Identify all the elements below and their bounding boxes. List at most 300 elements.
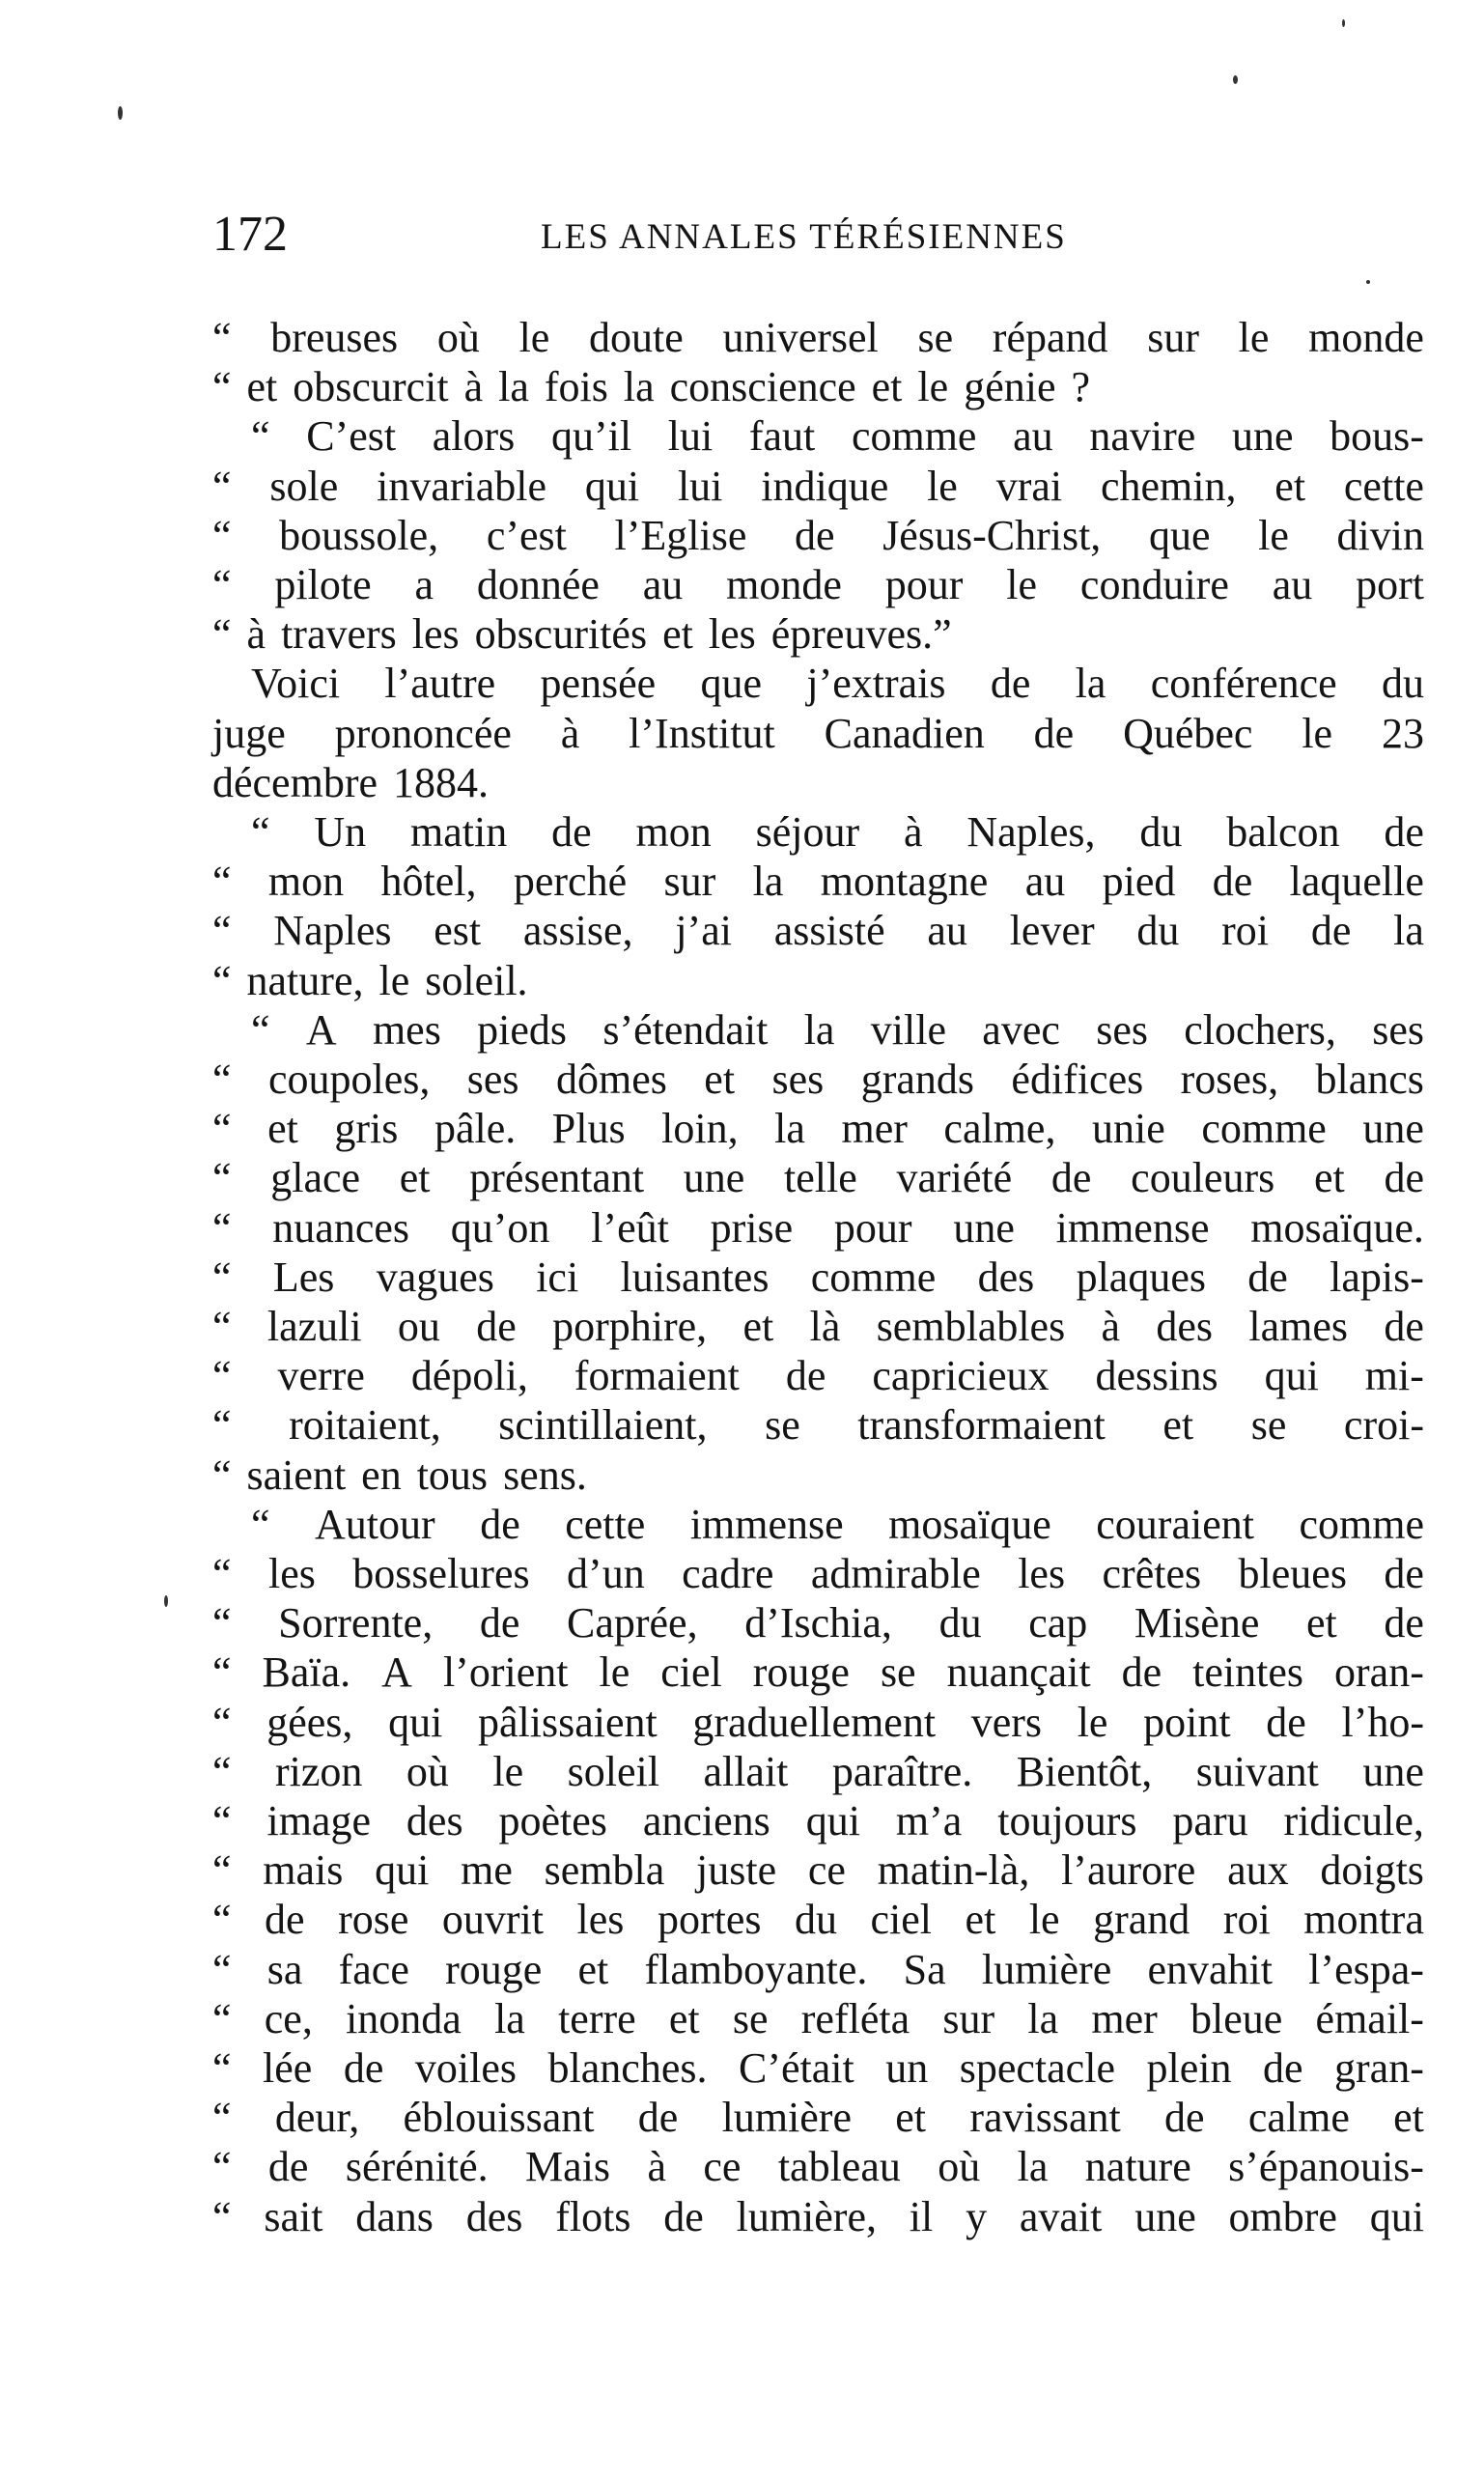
word: “ xyxy=(212,2143,232,2190)
word: que xyxy=(700,660,763,707)
text-line xyxy=(212,412,1424,461)
word: se xyxy=(1250,1401,1287,1449)
word: une xyxy=(1362,1748,1424,1795)
word: Québec xyxy=(1123,710,1253,757)
word: “ xyxy=(212,1303,232,1350)
text-line xyxy=(212,1599,1424,1647)
word: sérénité. xyxy=(345,2143,489,2190)
word: paru xyxy=(1172,1797,1248,1844)
word: Naples, xyxy=(966,808,1096,856)
word: éblouissant xyxy=(403,2094,595,2141)
word: la xyxy=(498,363,529,410)
word: rose xyxy=(338,1896,409,1943)
word: prononcée xyxy=(334,710,512,757)
text-line xyxy=(212,1204,1424,1253)
word: et xyxy=(1162,1401,1194,1449)
word: Sa xyxy=(903,1946,946,1993)
word: matin xyxy=(410,808,508,856)
word: balcon xyxy=(1226,808,1340,856)
word: la xyxy=(1027,1995,1059,2042)
word: “ xyxy=(212,1797,232,1844)
word: une xyxy=(1134,2193,1196,2240)
word: ? xyxy=(1071,363,1091,410)
word: les xyxy=(576,1896,625,1943)
word: de xyxy=(1266,1699,1306,1746)
word: roi xyxy=(1221,907,1270,954)
word: invariable xyxy=(377,463,547,510)
word: et xyxy=(668,1995,700,2042)
word: faut xyxy=(748,412,816,460)
word: lapis- xyxy=(1330,1253,1424,1301)
word: “ xyxy=(212,561,232,608)
word: lui xyxy=(677,463,723,510)
word: l’espa- xyxy=(1308,1946,1424,1993)
word: m’a xyxy=(895,1797,963,1844)
word: le xyxy=(917,363,949,410)
word: sa xyxy=(266,1946,303,1993)
word: l’eût xyxy=(591,1204,669,1252)
word: indique xyxy=(761,463,889,510)
word: matin-là, xyxy=(877,1846,1030,1894)
word: soleil. xyxy=(425,957,528,1004)
text-line xyxy=(212,314,1424,362)
word: et xyxy=(577,1946,609,1993)
text-line xyxy=(212,2044,1424,2093)
word: sole xyxy=(269,463,339,510)
word: de xyxy=(1384,1550,1424,1597)
word: sur xyxy=(1147,314,1199,361)
word: allait xyxy=(703,1748,789,1795)
word: ciel xyxy=(870,1896,933,1943)
word: mais xyxy=(263,1846,344,1894)
word: s’étendait xyxy=(602,1006,769,1054)
word: le xyxy=(1006,561,1038,608)
word: se xyxy=(732,1995,769,2042)
text-line xyxy=(212,957,1424,1005)
word: navire xyxy=(1089,412,1196,460)
word: tous xyxy=(416,1451,489,1499)
word: lumière, xyxy=(736,2193,877,2240)
word: de xyxy=(551,808,592,856)
word: transformaient xyxy=(857,1401,1106,1449)
word: comme xyxy=(1201,1105,1327,1152)
word: Bientôt, xyxy=(1016,1748,1153,1795)
word: répand xyxy=(992,314,1108,361)
word: se xyxy=(765,1401,800,1449)
word: pâle. xyxy=(434,1105,517,1152)
word: sembla xyxy=(544,1846,665,1894)
word: capricieux xyxy=(872,1352,1050,1399)
word: deur, xyxy=(274,2094,360,2141)
word: Un xyxy=(314,808,367,856)
word: nuançait xyxy=(946,1648,1091,1696)
word: Autour xyxy=(315,1501,435,1548)
word: “ xyxy=(212,2193,232,2240)
word: bleue xyxy=(1190,1995,1283,2042)
word: génie xyxy=(964,363,1056,410)
word: à xyxy=(1101,1303,1121,1350)
word: j’extrais xyxy=(806,660,946,707)
word: décembre xyxy=(212,759,378,806)
word: “ xyxy=(212,858,232,905)
word: “ xyxy=(212,957,232,1004)
word: perché xyxy=(513,858,628,905)
word: lazuli xyxy=(266,1303,362,1350)
word: toujours xyxy=(997,1797,1137,1844)
word: luisantes xyxy=(620,1253,770,1301)
word: unie xyxy=(1092,1105,1165,1152)
word: refléta xyxy=(800,1995,910,2042)
word: plein xyxy=(1146,2044,1232,2092)
word: de xyxy=(795,512,835,559)
word: mes xyxy=(372,1006,441,1054)
word: ce xyxy=(807,1846,846,1894)
text-line xyxy=(212,1748,1424,1796)
word: divin xyxy=(1336,512,1424,559)
word: ses xyxy=(771,1056,825,1103)
word: l’autre xyxy=(384,660,496,707)
word: Les xyxy=(272,1253,335,1301)
word: la xyxy=(774,1105,805,1152)
word: formaient xyxy=(574,1352,740,1399)
word: “ xyxy=(212,1253,232,1301)
word: qui xyxy=(375,1846,430,1894)
word: vrai xyxy=(995,463,1063,510)
word: “ xyxy=(251,808,270,856)
word: la xyxy=(494,1995,525,2042)
word: où xyxy=(436,314,480,361)
text-line xyxy=(212,1154,1424,1202)
word: gran- xyxy=(1334,2044,1424,2092)
word: de xyxy=(785,1352,826,1399)
page-header xyxy=(212,201,1424,268)
word: de xyxy=(1310,907,1352,954)
word: le xyxy=(927,463,958,510)
word: ombre xyxy=(1228,2193,1337,2240)
word: ses xyxy=(466,1056,519,1103)
word: “ xyxy=(212,907,232,954)
word: cap xyxy=(1028,1599,1088,1647)
word: le xyxy=(1077,1699,1108,1746)
word: édifices xyxy=(1011,1056,1144,1103)
word: une xyxy=(953,1204,1015,1252)
word: montra xyxy=(1303,1896,1424,1943)
word: la xyxy=(803,1006,835,1054)
word: pieds xyxy=(477,1006,568,1054)
word: boussole, xyxy=(279,512,439,559)
word: anciens xyxy=(642,1797,770,1844)
word: “ xyxy=(212,363,232,410)
word: “ xyxy=(212,1699,232,1746)
word: de xyxy=(265,1896,305,1943)
word: vagues xyxy=(376,1253,494,1301)
running-title: LES ANNALES TÉRÉSIENNES xyxy=(541,217,1067,257)
text-line xyxy=(212,907,1424,955)
word: roses, xyxy=(1180,1056,1279,1103)
word: l’ho- xyxy=(1341,1699,1424,1746)
word: lumière xyxy=(721,2094,852,2141)
word: pour xyxy=(884,561,964,608)
word: “ xyxy=(212,1204,232,1252)
text-line xyxy=(212,2193,1424,2241)
text-line xyxy=(212,710,1424,758)
word: épreuves.” xyxy=(770,610,952,658)
word: monde xyxy=(726,561,842,608)
word: conférence xyxy=(1150,660,1337,707)
word: et xyxy=(1313,1154,1345,1201)
word: d’un xyxy=(567,1550,645,1597)
word: pied xyxy=(1102,858,1176,905)
word: et xyxy=(1274,463,1306,510)
word: poètes xyxy=(498,1797,607,1844)
word: blanches. xyxy=(547,2044,708,2092)
word: “ xyxy=(251,1501,270,1548)
word: donnée xyxy=(476,561,600,608)
page-number: 172 xyxy=(212,207,288,262)
word: se xyxy=(880,1648,916,1696)
word: une xyxy=(1231,412,1294,460)
word: à xyxy=(463,363,484,410)
word: les xyxy=(708,610,756,658)
word: séjour xyxy=(755,808,860,856)
word: j’ai xyxy=(675,907,732,954)
word: en xyxy=(361,1451,402,1499)
word: à xyxy=(903,808,923,856)
word: c’est xyxy=(486,512,567,559)
text-line xyxy=(212,363,1424,411)
word: A xyxy=(381,1648,412,1696)
word: travers xyxy=(281,610,397,658)
word: lever xyxy=(1009,907,1095,954)
word: là xyxy=(809,1303,841,1350)
word: juste xyxy=(696,1846,777,1894)
word: qui xyxy=(584,463,640,510)
text-line xyxy=(212,1105,1424,1153)
word: du xyxy=(938,1599,982,1647)
word: “ xyxy=(212,314,232,361)
word: de xyxy=(480,1501,520,1548)
text-line xyxy=(212,1401,1424,1450)
word: conduire xyxy=(1079,561,1229,608)
word: de xyxy=(267,2143,309,2190)
word: qui xyxy=(1264,1352,1319,1399)
text-line xyxy=(212,1648,1424,1697)
scan-speck xyxy=(164,1595,168,1607)
word: des xyxy=(1156,1303,1214,1350)
word: 23 xyxy=(1381,710,1424,757)
word: blancs xyxy=(1315,1056,1424,1103)
word: dans xyxy=(355,2193,434,2240)
word: “ xyxy=(212,1995,232,2042)
word: la xyxy=(623,363,655,410)
word: conscience xyxy=(669,363,856,410)
word: une xyxy=(683,1154,745,1201)
word: à xyxy=(246,610,266,658)
word: de xyxy=(1247,1253,1288,1301)
word: et xyxy=(895,2094,927,2141)
word: l’aurore xyxy=(1061,1846,1196,1894)
word: ce xyxy=(703,2143,742,2190)
word: s’épanouis- xyxy=(1228,2143,1424,2190)
text-line xyxy=(212,561,1424,609)
word: rizon xyxy=(275,1748,363,1795)
word: à xyxy=(560,710,580,757)
word: semblables xyxy=(876,1303,1066,1350)
word: “ xyxy=(212,463,232,510)
text-line xyxy=(212,1501,1424,1549)
word: Voici xyxy=(251,660,341,707)
word: “ xyxy=(212,1401,232,1449)
word: alors xyxy=(432,412,516,460)
word: du xyxy=(1139,808,1183,856)
word: montagne xyxy=(820,858,989,905)
text-line xyxy=(212,1896,1424,1944)
word: pensée xyxy=(540,660,657,707)
text-line xyxy=(212,610,1424,659)
word: l’orient xyxy=(442,1648,569,1696)
word: C’est xyxy=(306,412,397,460)
word: de xyxy=(476,1303,517,1350)
word: ses xyxy=(1096,1006,1148,1054)
word: nuances xyxy=(272,1204,410,1252)
word: du xyxy=(795,1896,837,1943)
scan-speck xyxy=(1233,75,1238,84)
word: et xyxy=(399,1154,431,1201)
word: croi- xyxy=(1343,1401,1424,1449)
word: assisté xyxy=(773,907,885,954)
word: un xyxy=(885,2044,929,2092)
word: “ xyxy=(251,412,270,460)
word: bous- xyxy=(1330,412,1424,460)
word: “ xyxy=(212,1896,232,1943)
word: verre xyxy=(277,1352,365,1399)
word: ici xyxy=(536,1253,579,1301)
word: de xyxy=(1384,808,1424,856)
text-line xyxy=(212,1550,1424,1598)
word: terre xyxy=(558,1995,636,2042)
word: mosaïque xyxy=(888,1501,1051,1548)
word: et xyxy=(267,1105,298,1152)
word: présentant xyxy=(469,1154,645,1201)
word: de xyxy=(479,1599,520,1647)
word: lumière xyxy=(981,1946,1112,1993)
word: du xyxy=(1136,907,1180,954)
word: “ xyxy=(212,1154,232,1201)
word: et xyxy=(965,1896,996,1943)
word: pour xyxy=(833,1204,912,1252)
word: nature xyxy=(1084,2143,1191,2190)
word: saient xyxy=(246,1451,347,1499)
word: “ xyxy=(212,1648,232,1696)
text-line xyxy=(212,1797,1424,1845)
word: une xyxy=(1362,1105,1424,1152)
text-line xyxy=(212,512,1424,560)
word: portes xyxy=(657,1896,762,1943)
word: couraient xyxy=(1096,1501,1254,1548)
word: et xyxy=(1393,2094,1424,2141)
word: sur xyxy=(942,1995,995,2042)
word: dessins xyxy=(1095,1352,1218,1399)
word: de xyxy=(637,2094,679,2141)
word: au xyxy=(1272,561,1313,608)
word: qui xyxy=(388,1699,443,1746)
word: oran- xyxy=(1334,1648,1424,1696)
word: est xyxy=(434,907,482,954)
text-line xyxy=(212,1352,1424,1400)
word: “ xyxy=(212,1599,232,1647)
word: se xyxy=(917,314,954,361)
word: rouge xyxy=(445,1946,543,1993)
word: de xyxy=(1384,1303,1424,1350)
word: voiles xyxy=(414,2044,518,2092)
word: “ xyxy=(212,1352,232,1399)
word: fois xyxy=(544,363,608,410)
word: universel xyxy=(722,314,879,361)
text-line xyxy=(212,1846,1424,1895)
text-line xyxy=(212,759,1424,807)
word: “ xyxy=(212,2044,232,2092)
word: de xyxy=(990,660,1031,707)
word: de xyxy=(1262,2044,1303,2092)
word: ouvrit xyxy=(441,1896,545,1943)
word: A xyxy=(305,1006,337,1054)
word: mi- xyxy=(1364,1352,1424,1399)
word: qu’on xyxy=(450,1204,550,1252)
word: admirable xyxy=(810,1550,981,1597)
word: cette xyxy=(565,1501,646,1548)
word: C’était xyxy=(738,2044,854,2092)
text-line xyxy=(212,1946,1424,1994)
word: calme, xyxy=(943,1105,1056,1152)
word: envahit xyxy=(1147,1946,1273,1993)
word: “ xyxy=(212,1946,232,1993)
text-line xyxy=(212,1253,1424,1302)
word: obscurcit xyxy=(293,363,449,410)
word: suivant xyxy=(1195,1748,1319,1795)
word: obscurités xyxy=(474,610,648,658)
text-line xyxy=(212,1451,1424,1500)
word: la xyxy=(752,858,784,905)
text-line xyxy=(212,808,1424,857)
word: a xyxy=(414,561,434,608)
word: immense xyxy=(689,1501,844,1548)
word: au xyxy=(927,907,967,954)
word: lames xyxy=(1248,1303,1349,1350)
word: au xyxy=(1013,412,1053,460)
word: cadre xyxy=(682,1550,774,1597)
word: et xyxy=(871,363,903,410)
word: où xyxy=(406,1748,449,1795)
word: mosaïque. xyxy=(1250,1204,1424,1252)
word: de xyxy=(343,2044,384,2092)
word: la xyxy=(1075,660,1106,707)
scan-speck xyxy=(118,106,123,120)
word: face xyxy=(338,1946,409,1993)
scan-speck xyxy=(1366,280,1370,284)
word: comme xyxy=(810,1253,937,1301)
word: flots xyxy=(555,2193,631,2240)
word: lée xyxy=(263,2044,313,2092)
word: qu’il xyxy=(550,412,632,460)
word: comme xyxy=(851,412,977,460)
word: ciel xyxy=(660,1648,722,1696)
word: d’Ischia, xyxy=(744,1599,892,1647)
word: doute xyxy=(589,314,684,361)
word: mer xyxy=(841,1105,908,1152)
word: plaques xyxy=(1076,1253,1206,1301)
word: loin, xyxy=(661,1105,739,1152)
word: des xyxy=(406,1797,463,1844)
